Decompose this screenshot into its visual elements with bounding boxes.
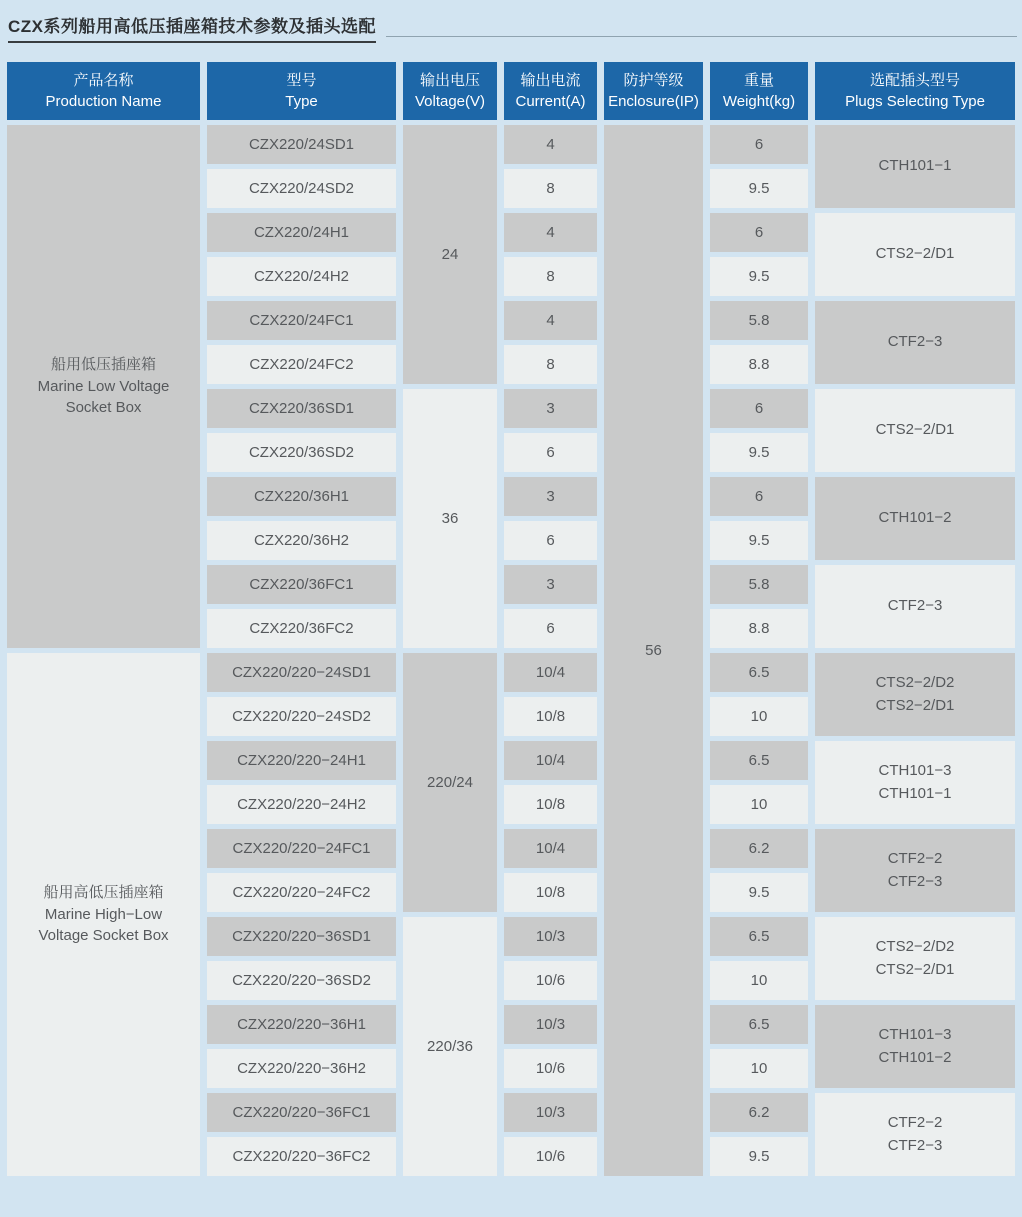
plug-cell: CTS2−2/D1 [815, 213, 1015, 296]
weight-cell: 8.8 [710, 609, 808, 648]
header-row [7, 62, 1015, 120]
current-cell: 10/3 [504, 917, 597, 956]
header-type: 型号 Type [207, 62, 396, 120]
weight-cell: 9.5 [710, 521, 808, 560]
plug-cell: CTS2−2/D2 CTS2−2/D1 [815, 917, 1015, 1000]
plug-cell: CTF2−3 [815, 301, 1015, 384]
current-cell: 8 [504, 257, 597, 296]
weight-cell: 10 [710, 1049, 808, 1088]
weight-cell: 6 [710, 213, 808, 252]
type-cell: CZX220/220−36H2 [207, 1049, 396, 1088]
weight-cell: 10 [710, 785, 808, 824]
weight-cell: 9.5 [710, 1137, 808, 1176]
weight-cell: 9.5 [710, 873, 808, 912]
weight-cell: 6.5 [710, 653, 808, 692]
type-cell: CZX220/36SD1 [207, 389, 396, 428]
weight-cell: 6.5 [710, 917, 808, 956]
header-product-name: 产品名称 Production Name [7, 62, 200, 120]
type-cell: CZX220/220−24SD2 [207, 697, 396, 736]
voltage-cell: 36 [403, 389, 497, 648]
current-cell: 10/6 [504, 1137, 597, 1176]
current-cell: 3 [504, 565, 597, 604]
weight-cell: 5.8 [710, 565, 808, 604]
current-cell: 3 [504, 477, 597, 516]
type-cell: CZX220/220−24FC2 [207, 873, 396, 912]
product-cell: 船用高低压插座箱 Marine High−Low Voltage Socket Box [7, 653, 200, 1176]
header-plugs: 选配插头型号 Plugs Selecting Type [815, 62, 1015, 120]
weight-cell: 6 [710, 477, 808, 516]
type-cell: CZX220/220−24FC1 [207, 829, 396, 868]
type-cell: CZX220/24FC1 [207, 301, 396, 340]
type-cell: CZX220/220−36SD2 [207, 961, 396, 1000]
current-cell: 4 [504, 125, 597, 164]
type-cell: CZX220/220−36FC2 [207, 1137, 396, 1176]
header-current: 输出电流 Current(A) [504, 62, 597, 120]
current-cell: 6 [504, 433, 597, 472]
table-row [7, 125, 1015, 164]
enclosure-cell: 56 [604, 125, 703, 1176]
weight-cell: 6.2 [710, 829, 808, 868]
header-voltage: 输出电压 Voltage(V) [403, 62, 497, 120]
weight-cell: 9.5 [710, 433, 808, 472]
plug-cell: CTF2−2 CTF2−3 [815, 1093, 1015, 1176]
plug-cell: CTS2−2/D2 CTS2−2/D1 [815, 653, 1015, 736]
product-cell: 船用低压插座箱 Marine Low Voltage Socket Box [7, 125, 200, 648]
current-cell: 10/6 [504, 1049, 597, 1088]
weight-cell: 6.2 [710, 1093, 808, 1132]
weight-cell: 6 [710, 389, 808, 428]
current-cell: 10/4 [504, 829, 597, 868]
weight-cell: 6 [710, 125, 808, 164]
type-cell: CZX220/24SD1 [207, 125, 396, 164]
current-cell: 10/8 [504, 873, 597, 912]
current-cell: 10/3 [504, 1093, 597, 1132]
title-rule-line [386, 36, 1017, 37]
plug-cell: CTH101−1 [815, 125, 1015, 208]
plug-cell: CTS2−2/D1 [815, 389, 1015, 472]
weight-cell: 9.5 [710, 169, 808, 208]
current-cell: 6 [504, 609, 597, 648]
plug-cell: CTH101−2 [815, 477, 1015, 560]
type-cell: CZX220/220−24H1 [207, 741, 396, 780]
type-cell: CZX220/220−36SD1 [207, 917, 396, 956]
spec-table [0, 57, 1022, 1181]
type-cell: CZX220/36FC1 [207, 565, 396, 604]
page-title: CZX系列船用高低压插座箱技术参数及插头选配 [8, 12, 376, 43]
voltage-cell: 24 [403, 125, 497, 384]
type-cell: CZX220/36FC2 [207, 609, 396, 648]
type-cell: CZX220/220−36FC1 [207, 1093, 396, 1132]
type-cell: CZX220/24H2 [207, 257, 396, 296]
type-cell: CZX220/24H1 [207, 213, 396, 252]
current-cell: 10/6 [504, 961, 597, 1000]
weight-cell: 8.8 [710, 345, 808, 384]
plug-cell: CTF2−3 [815, 565, 1015, 648]
type-cell: CZX220/220−24SD1 [207, 653, 396, 692]
current-cell: 10/4 [504, 741, 597, 780]
current-cell: 10/4 [504, 653, 597, 692]
table-row [7, 653, 1015, 692]
plug-cell: CTF2−2 CTF2−3 [815, 829, 1015, 912]
current-cell: 4 [504, 301, 597, 340]
weight-cell: 10 [710, 697, 808, 736]
current-cell: 6 [504, 521, 597, 560]
type-cell: CZX220/220−24H2 [207, 785, 396, 824]
current-cell: 4 [504, 213, 597, 252]
current-cell: 8 [504, 345, 597, 384]
current-cell: 10/8 [504, 697, 597, 736]
weight-cell: 9.5 [710, 257, 808, 296]
weight-cell: 10 [710, 961, 808, 1000]
weight-cell: 6.5 [710, 1005, 808, 1044]
plug-cell: CTH101−3 CTH101−1 [815, 741, 1015, 824]
header-weight: 重量 Weight(kg) [710, 62, 808, 120]
header-enclosure: 防护等级 Enclosure(IP) [604, 62, 703, 120]
plug-cell: CTH101−3 CTH101−2 [815, 1005, 1015, 1088]
type-cell: CZX220/24FC2 [207, 345, 396, 384]
current-cell: 3 [504, 389, 597, 428]
voltage-cell: 220/24 [403, 653, 497, 912]
weight-cell: 6.5 [710, 741, 808, 780]
title-bar [8, 12, 1017, 43]
type-cell: CZX220/36SD2 [207, 433, 396, 472]
type-cell: CZX220/220−36H1 [207, 1005, 396, 1044]
current-cell: 10/3 [504, 1005, 597, 1044]
current-cell: 8 [504, 169, 597, 208]
type-cell: CZX220/36H2 [207, 521, 396, 560]
current-cell: 10/8 [504, 785, 597, 824]
type-cell: CZX220/36H1 [207, 477, 396, 516]
weight-cell: 5.8 [710, 301, 808, 340]
voltage-cell: 220/36 [403, 917, 497, 1176]
type-cell: CZX220/24SD2 [207, 169, 396, 208]
